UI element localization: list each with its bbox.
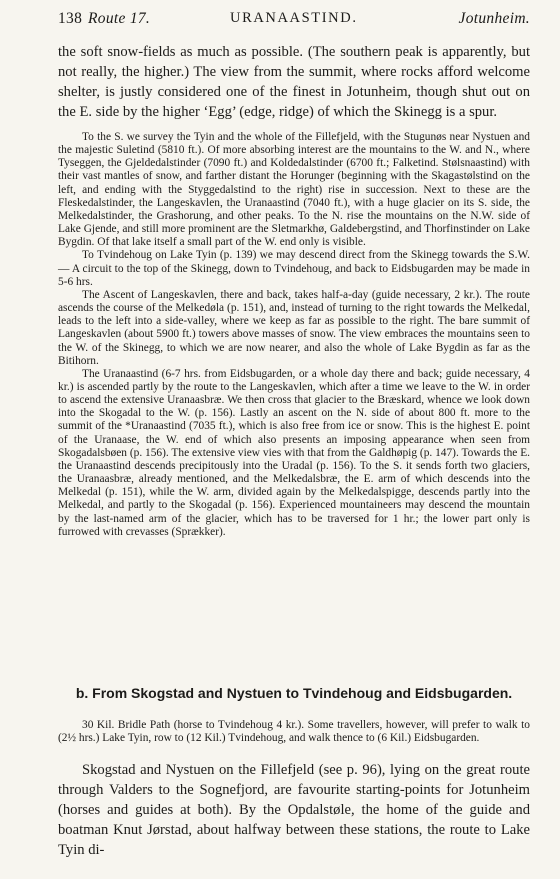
langeskavlen-paragraph: The Ascent of Langeskavlen, there and back, takes half-a-day (guide necessary, 2 kr.). The route ascends the course of the Melkedøla (p. 151), and, instead of turning to the right towards the Melkedal, leads to the left into a side-valley, where we keep as far as possible to the right. The bare summit of Langeskavlen (about 5900 ft.) towers above masses of snow. The view embraces the mountains seen to the W. of the Skinegg, to which we are now nearer, and also the whole of Lake Bygdin as far as the Bitihorn. <box>58 288 530 367</box>
section-heading: b. From Skogstad and Nystuen to Tvindehoug and Eidsbugarden. <box>75 685 513 701</box>
view-description-paragraph: To the S. we survey the Tyin and the whole of the Fillefjeld, with the Stugunøs near Nystuen and the majestic Suletind (5810 ft.). Of more absorbing interest are the mountains to the W. and N., where Tyseggen, the Gjeldedalstinder (7090 ft.) and Koldedalstinder (6700 ft.; Falketind. Stølsnaastind) with their vast mantles of snow, and farther distant the Horunger (beginning with the Skagastølstind on the left, and ending with the Styggedalstind to the right) rise in succession. Next to these are the Fleskedalstinder, the Langeskavlen, the Uranaastind (7040 ft.), with a huge glacier on its S. side, the Melkedalstinder, the Grashorung, and other peaks. To the N. rise the mountains on the N.W. side of Lake Gjende, and still more prominent are the Sletmarkhø, Galdebergstind, and Thorfinstinder on Lake Bygdin. Of that lake itself a small part of the W. end only is visible. <box>58 131 530 249</box>
uranaastind-paragraph: The Uranaastind (6-7 hrs. from Eidsbugarden, or a whole day there and back; guide necessary, 4 kr.) is ascended partly by the route to the Langeskavlen, which after a time we leave to the W. in order to ascend the extensive Uranaasbræ. We then cross that glacier to the Bræskard, whence we look down into the Skogadal to the W. (p. 156). Lastly an ascent on the N. side of about 800 ft. more to the summit of the *Uranaastind (7035 ft.), which is also free from ice or snow. This is the highest E. point of the Uranaase, the W. end of which also presents an imposing appearance when seen from Skogadalsbøen (p. 156). The extensive view vies with that from the Galdhøpig (p. 147). Towards the E. the Uranaastind descends precipitously into the Uradal (p. 156). To the S. it sends forth two glaciers, the Uranaasbræ, already mentioned, and the Melkedalsbræ, the E. arm of which descends into the Melkedal (p. 151), while the W. arm, divided again by the Melkedalspigge, descends partly into the Melkedal, and partly to the Skogadal (p. 156). Experienced mountaineers may descend the mountain by the last-named arm of the glacier, which has to be traversed for 1 hr.; the lower part only is furrowed with crevasses (Sprækker). <box>58 367 530 538</box>
region-label: Jotunheim. <box>458 10 530 27</box>
route-body-paragraph: Skogstad and Nystuen on the Fillefjeld (see p. 96), lying on the great route through Valders to the Sognefjord, are favourite starting-points for Jotunheim (horses and guides at both). By the Opdalstøle, the home of the guide and boatman Knut Jørstad, about halfway between these stations, the route to Lake Tyin di- <box>58 762 530 859</box>
route-intro-block <box>58 719 530 745</box>
lead-text-block <box>58 42 530 122</box>
small-print-block <box>58 131 530 539</box>
route-body-block <box>58 760 530 860</box>
running-header <box>58 6 530 32</box>
page-number: 138 <box>58 10 83 27</box>
lead-paragraph: the soft snow-fields as much as possible. (The southern peak is apparently, but not really, the higher.) The view from the summit, where rocks afford welcome shelter, is justly considered one of the finest in Jotunheim, though shut out on the E. side by the higher ‘Egg’ (edge, ridge) of which the Skinegg is a spur. <box>58 44 530 121</box>
route-label: Route 17. <box>88 10 151 27</box>
page-title: URANAASTIND. <box>230 10 358 26</box>
route-intro-paragraph: 30 Kil. Bridle Path (horse to Tvindehoug 4 kr.). Some travellers, however, will prefer to walk to (2½ hrs.) Lake Tyin, row to (12 Kil.) Tvindehoug, and walk thence to (6 Kil.) Eidsbugarden. <box>58 719 530 745</box>
tvindehoug-paragraph: To Tvindehoug on Lake Tyin (p. 139) we may descend direct from the Skinegg towards the S.W. — A circuit to the top of the Skinegg, down to Tvindehoug, and back to Eidsbugarden may be made in 5-6 hrs. <box>58 249 530 288</box>
